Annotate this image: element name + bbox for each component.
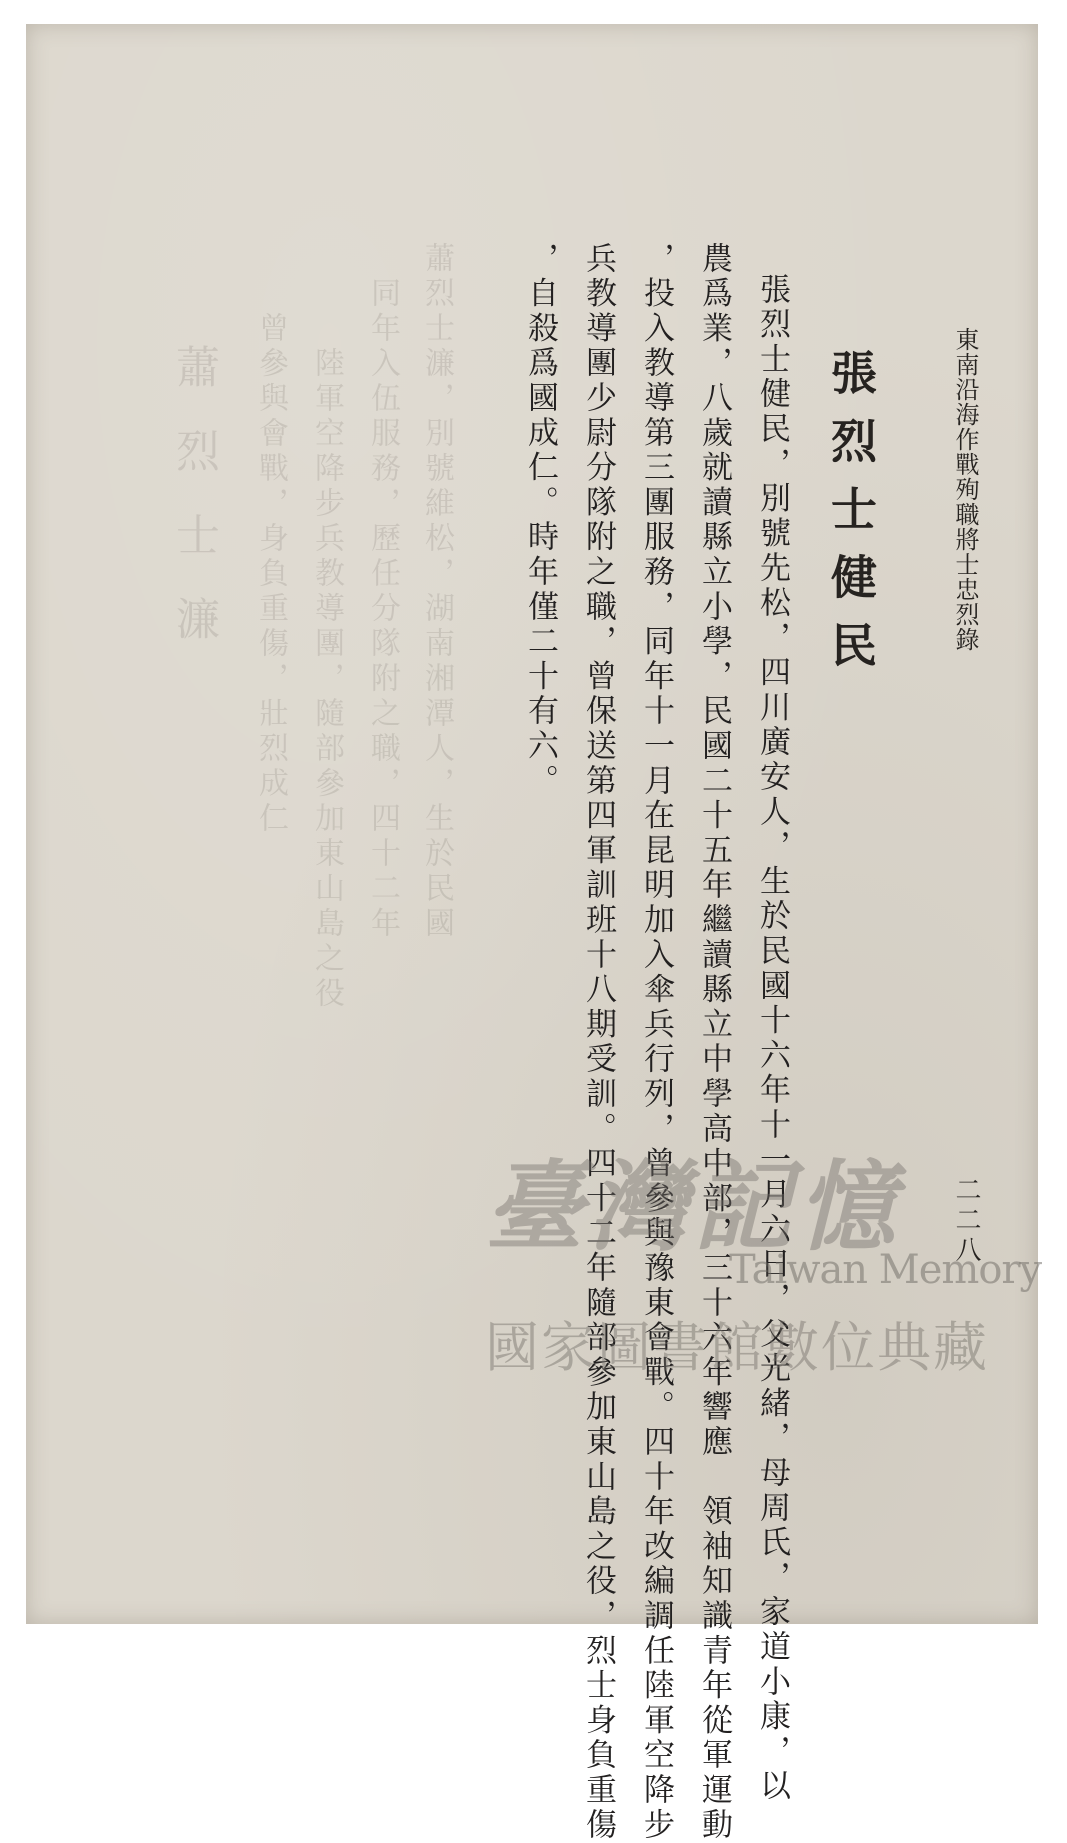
watermark-english-text: Taiwan Memory [729,1247,1042,1293]
bleed-through-column: 蕭烈士濂，別號維松，湖南湘潭人，生於民國 [419,242,454,942]
bleed-through-column: 曾參與會戰，身負重傷，壯烈成仁 [253,242,288,837]
body-column: ，自殺爲國成仁。時年僅二十有六。 [522,242,558,799]
book-page [26,24,1042,1843]
bleed-through-column: 同年入伍服務，歷任分隊附之職，四十二年 [365,242,400,942]
bleed-through-column: 陸軍空降步兵教導團，隨部參加東山島之役 [309,242,344,1012]
biography-body [520,242,810,1843]
body-column: 張烈士健民，別號先松，四川廣安人，生於民國十六年十一月六日，父光緒，母周氏，家道小康，以 [754,273,790,1805]
body-column: 農爲業，八歲就讀縣立小學，民國二十五年繼讀縣立中學高中部，三十六年響應 領袖知識青年從軍運動 [696,242,732,1843]
watermark-institution-text: 國家圖書館數位典藏 [485,1316,989,1379]
bleed-through-title: 蕭烈士濂 [168,344,219,680]
article-title: 張烈士健民 [824,349,878,689]
body-column: 兵教導團少尉分隊附之職，曾保送第四軍訓班十八期受訓。四十二年隨部參加東山島之役，烈士身負重傷 [580,242,616,1843]
running-head: 東南沿海作戰殉職將士忠烈錄 [951,327,979,652]
page-number: 二二八 [951,1176,981,1266]
body-column: ，投入教導第三團服務，同年十一月在昆明加入傘兵行列，曾參與豫東會戰。四十年改編調任陸軍空降步 [638,242,674,1843]
watermark-calligraphy: 臺灣記憶 [485,1150,902,1265]
